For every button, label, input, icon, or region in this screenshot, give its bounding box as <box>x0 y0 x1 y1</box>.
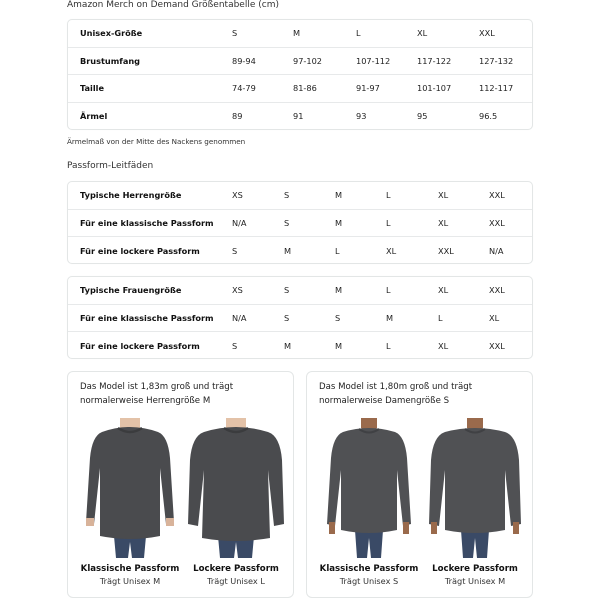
table-cell: 127-132 <box>479 55 514 66</box>
row-label: Für eine klassische Passform <box>80 312 214 323</box>
sweatshirt-model-image <box>80 418 180 558</box>
table-cell: XS <box>232 190 243 201</box>
row-label: Für eine klassische Passform <box>80 217 214 228</box>
table-cell: L <box>386 340 391 351</box>
table-cell: L <box>438 312 443 323</box>
table-cell: XL <box>417 28 428 39</box>
table-row <box>68 277 532 305</box>
table-cell: L <box>386 217 391 228</box>
male-model-card <box>67 371 294 598</box>
table-cell: 97-102 <box>293 55 323 66</box>
size-table <box>67 19 533 130</box>
page-title: Amazon Merch on Demand Größentabelle (cm) <box>67 0 279 10</box>
table-cell: XL <box>489 312 500 323</box>
table-cell: N/A <box>489 245 504 256</box>
table-row <box>68 20 532 48</box>
row-label: Typische Herrengröße <box>80 190 182 201</box>
model-description: Das Model ist 1,83m groß und trägt normalerweise Herrengröße M <box>80 382 234 406</box>
fit-caption-title: Klassische Passform <box>319 564 419 574</box>
table-cell: XXL <box>489 217 505 228</box>
table-cell: S <box>232 245 238 256</box>
table-cell: L <box>335 245 340 256</box>
sweatshirt-model-image <box>319 418 419 558</box>
table-row <box>68 75 532 103</box>
table-row <box>68 332 532 360</box>
table-cell: XL <box>438 340 449 351</box>
table-cell: 112-117 <box>479 83 514 94</box>
fit-guides-title: Passform-Leitfäden <box>67 161 154 171</box>
model-description: Das Model ist 1,80m groß und trägt normalerweise Damengröße S <box>319 382 473 406</box>
table-cell: XXL <box>489 285 505 296</box>
table-cell: L <box>356 28 361 39</box>
table-cell: 93 <box>356 111 367 122</box>
table-cell: M <box>284 245 292 256</box>
table-cell: N/A <box>232 312 247 323</box>
fit-caption-subtitle: Trägt Unisex S <box>339 576 399 586</box>
table-cell: S <box>232 340 238 351</box>
row-label: Ärmel <box>80 111 108 122</box>
table-row <box>68 210 532 238</box>
row-label: Typische Frauengröße <box>80 285 182 296</box>
row-label: Brustumfang <box>80 55 141 66</box>
table-cell: M <box>386 312 394 323</box>
men-fit-table <box>67 181 533 264</box>
fit-caption-title: Lockere Passform <box>432 564 518 574</box>
table-cell: 89 <box>232 111 243 122</box>
female-model-card <box>306 371 533 598</box>
row-label: Unisex-Größe <box>80 28 143 39</box>
table-cell: XXL <box>489 340 505 351</box>
table-row <box>68 237 532 265</box>
table-cell: N/A <box>232 217 247 228</box>
table-cell: 96.5 <box>479 111 498 122</box>
fit-caption-title: Klassische Passform <box>80 564 180 574</box>
fit-caption-subtitle: Trägt Unisex M <box>99 576 161 586</box>
table-cell: 81-86 <box>293 83 317 94</box>
women-fit-table <box>67 276 533 359</box>
model-photo-classic-fit <box>80 418 180 586</box>
table-row <box>68 305 532 333</box>
sweatshirt-model-image <box>425 418 525 558</box>
table-cell: S <box>284 217 290 228</box>
table-cell: S <box>232 28 238 39</box>
table-cell: M <box>335 285 343 296</box>
table-cell: 117-122 <box>417 55 452 66</box>
table-cell: M <box>284 340 292 351</box>
table-cell: XL <box>386 245 397 256</box>
table-row <box>68 48 532 76</box>
table-cell: S <box>284 312 290 323</box>
table-row <box>68 182 532 210</box>
fit-caption-subtitle: Trägt Unisex M <box>444 576 506 586</box>
table-cell: 107-112 <box>356 55 391 66</box>
table-cell: XL <box>438 190 449 201</box>
model-photo-classic-fit <box>319 418 419 586</box>
table-cell: M <box>335 190 343 201</box>
table-cell: S <box>284 190 290 201</box>
table-cell: XL <box>438 217 449 228</box>
table-cell: 91 <box>293 111 304 122</box>
sweatshirt-model-image <box>186 418 286 558</box>
table-cell: S <box>335 312 341 323</box>
table-cell: XS <box>232 285 243 296</box>
model-photo-relaxed-fit <box>186 418 286 586</box>
table-cell: 89-94 <box>232 55 256 66</box>
table-cell: 74-79 <box>232 83 256 94</box>
row-label: Taille <box>80 83 105 94</box>
model-photo-relaxed-fit <box>425 418 525 586</box>
sleeve-measurement-note: Ärmelmaß von der Mitte des Nackens genommen <box>67 137 246 146</box>
table-cell: L <box>386 190 391 201</box>
table-cell: 91-97 <box>356 83 380 94</box>
table-cell: 101-107 <box>417 83 452 94</box>
row-label: Für eine lockere Passform <box>80 340 200 351</box>
table-cell: XXL <box>489 190 505 201</box>
table-cell: 95 <box>417 111 428 122</box>
table-cell: XXL <box>438 245 454 256</box>
table-cell: XL <box>438 285 449 296</box>
table-cell: L <box>386 285 391 296</box>
table-cell: M <box>335 217 343 228</box>
row-label: Für eine lockere Passform <box>80 245 200 256</box>
fit-caption-title: Lockere Passform <box>193 564 279 574</box>
table-cell: M <box>293 28 301 39</box>
table-row <box>68 103 532 131</box>
table-cell: S <box>284 285 290 296</box>
fit-caption-subtitle: Trägt Unisex L <box>207 576 265 586</box>
table-cell: M <box>335 340 343 351</box>
table-cell: XXL <box>479 28 495 39</box>
